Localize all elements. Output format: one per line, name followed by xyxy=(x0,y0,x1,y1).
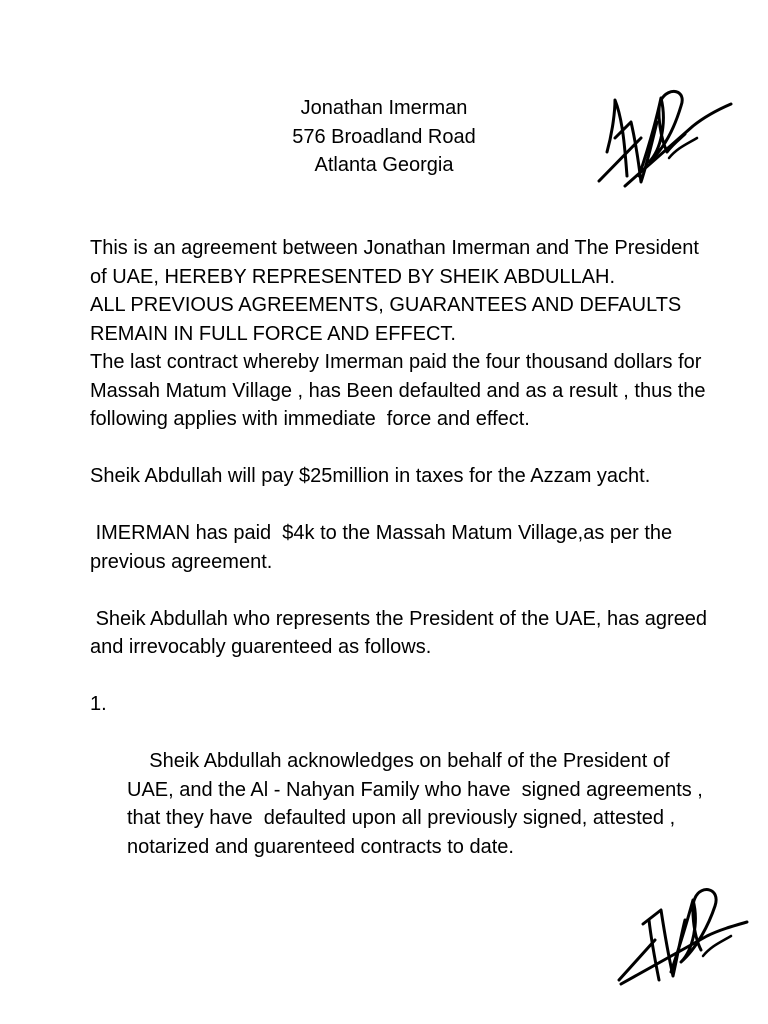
paragraph-spacer xyxy=(90,576,710,605)
guarantee-clause: Sheik Abdullah who represents the President of the UAE, has agreed and irrevocably guarenteed as follows. xyxy=(90,607,713,658)
intro-paragraph: This is an agreement between Jonathan Imerman and The President of UAE, HEREBY REPRESENTED BY SHEIK ABDULLAH. xyxy=(90,237,705,288)
sender-name: Jonathan Imerman xyxy=(300,97,468,119)
paragraph-spacer xyxy=(90,662,710,691)
paragraph-spacer xyxy=(90,491,710,520)
list-item-number: 1. xyxy=(90,693,107,715)
sender-city: Atlanta Georgia xyxy=(314,154,454,176)
signature-top-icon xyxy=(595,78,735,190)
taxes-clause: Sheik Abdullah will pay $25million in taxes for the Azzam yacht. xyxy=(90,465,651,487)
numbered-list-item xyxy=(90,690,710,890)
paragraph-spacer xyxy=(90,434,710,463)
sender-address-block xyxy=(184,94,584,180)
previous-agreements-clause: ALL PREVIOUS AGREEMENTS, GUARANTEES AND DEFAULTS REMAIN IN FULL FORCE AND EFFECT. xyxy=(90,294,687,345)
default-clause: The last contract whereby Imerman paid the four thousand dollars for Massah Matum Village , has Been defaulted and as a result , thus the following applies with immediate force and effect. xyxy=(90,351,717,430)
agreement-body xyxy=(90,234,717,890)
payment-clause: IMERMAN has paid $4k to the Massah Matum Village,as per the previous agreement. xyxy=(90,522,678,573)
sender-street: 576 Broadland Road xyxy=(292,125,476,148)
list-item-text: Sheik Abdullah acknowledges on behalf of the President of UAE, and the Al - Nahyan Family who have signed agreements , that they have defaulted upon all previously signed, attested , notarized and guarenteed contracts to date. xyxy=(127,750,709,858)
signature-bottom-icon xyxy=(615,876,750,986)
